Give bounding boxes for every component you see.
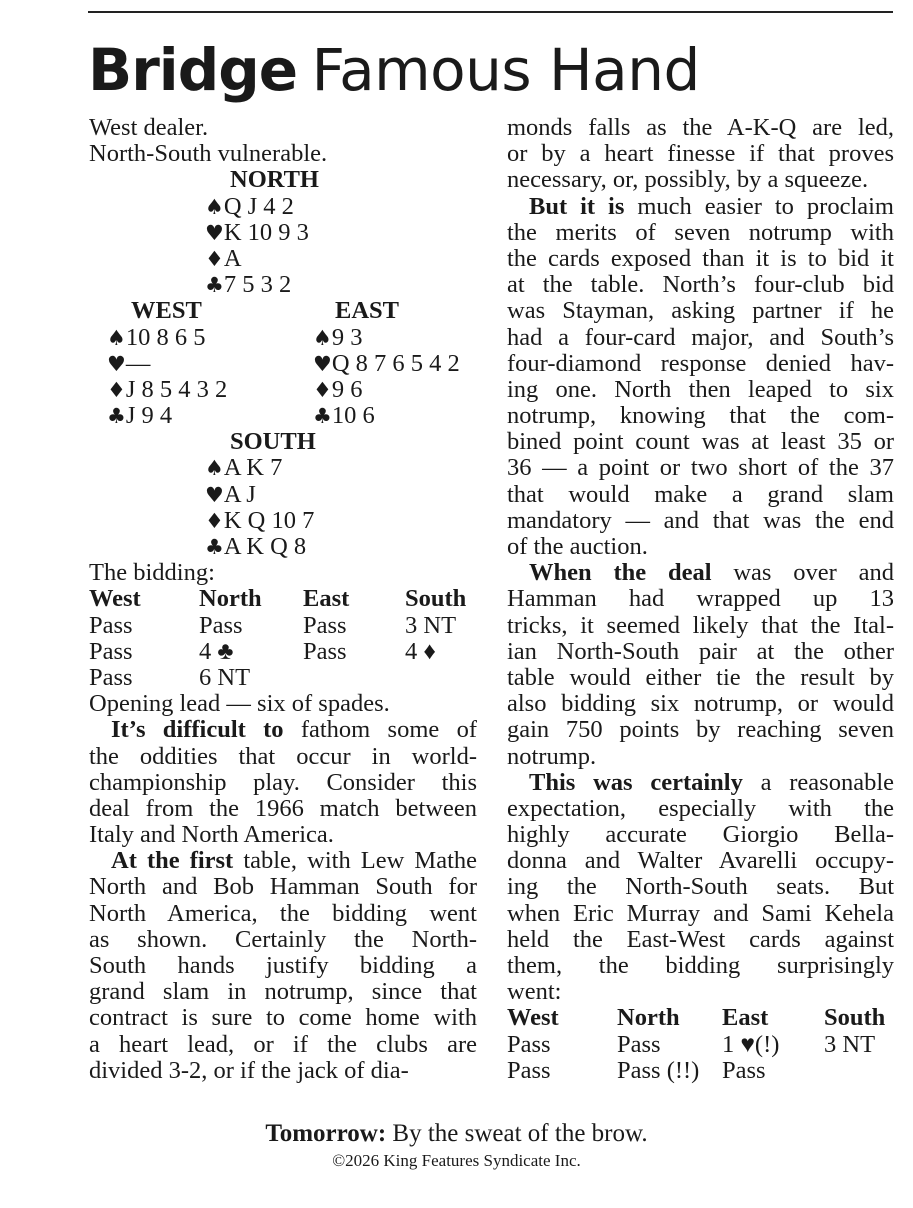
paragraph-line: notrump, knowing that the com- [507,403,894,430]
paragraph-line: was Stayman, asking partner if he [507,298,894,325]
spade-icon: ♠ [205,456,224,481]
paragraph-line: gain 750 points by reaching seven [507,717,894,744]
bidding-header-row [507,1005,894,1031]
bid-cell: 4 ♣ [199,637,234,665]
diagram-row [89,272,477,298]
paragraph-line: grand slam in notrump, since that [89,979,477,1006]
paragraph-line [507,560,894,586]
club-icon: ♣ [205,273,224,298]
paragraph-line: the cards exposed than it is to bid it [507,245,894,272]
diagram-row [89,194,477,220]
south-clubs: A K Q 8 [223,533,307,560]
paragraph-line: notrump. [507,743,597,770]
bidding-header: East [722,1004,769,1032]
paragraph-line: contract is sure to come home with [89,1005,477,1032]
bidding-header: North [617,1004,680,1032]
line-text: a reasonable [742,769,894,796]
paragraph-line: South hands justify bidding a [89,953,477,979]
vulnerability-line: North-South vulnerable. [89,140,328,168]
bid-cell: Pass (!!) [617,1056,700,1084]
tomorrow-line [0,1120,913,1148]
diagram-row [89,508,477,534]
heart-icon: ♥ [205,220,224,245]
west-diamonds: J 8 5 4 3 2 [125,375,228,403]
bid-cell: Pass [89,611,133,639]
lead-in: At the first [111,848,234,875]
east-hearts: Q 8 7 6 5 4 2 [331,349,460,377]
bidding-row [507,1058,894,1084]
paragraph-line: donna and Walter Avarelli occupy- [507,848,894,875]
paragraph-line: championship play. Consider this [89,769,477,796]
paragraph-line: ing the North-South seats. But [507,874,894,901]
bidding-row [507,1032,894,1058]
east-label: EAST [335,297,400,325]
top-rule [88,11,893,13]
paragraph-line: divided 3-2, or if the jack of dia- [89,1057,409,1084]
paragraph-line [89,717,477,743]
bidding-header: West [89,585,141,613]
west-clubs: J 9 4 [125,402,173,430]
bid-cell: Pass [303,637,347,665]
diagram-row [89,455,477,481]
bid-cell: Pass [303,611,347,639]
bidding-header: West [507,1004,559,1032]
dealer-line: West dealer. [89,114,209,141]
north-hearts: K 10 9 3 [223,218,309,246]
paragraph-line: had a four-card major, and South’s [507,324,894,351]
line-text: much easier to proclaim [624,193,894,220]
bid-cell: Pass [89,663,133,691]
east-diamonds: 9 6 [331,375,363,403]
paragraph-line: Italy and North America. [89,822,334,849]
line-text: fathom some of [283,717,477,744]
paragraph-line: ing one. North then leaped to six [507,376,894,403]
paragraph-line: of the auction. [507,534,648,560]
bidding-header: East [303,585,350,613]
opening-lead: Opening lead — six of spades. [89,690,390,718]
diagram-row [89,403,477,429]
bid-cell: Pass [89,637,133,665]
tomorrow-label: Tomorrow: [265,1120,387,1147]
paragraph-line [507,194,894,220]
paragraph-line: table would either tie the result by [507,664,894,691]
heart-icon: ♥ [205,482,224,507]
diamond-icon: ♦ [205,246,224,271]
bid-cell: 4 ♦ [405,637,436,665]
bid-cell: Pass [507,1030,551,1058]
column-left [89,115,477,1084]
bidding-row [89,665,477,691]
diamond-icon: ♦ [107,377,126,402]
copyright: ©2026 King Features Syndicate Inc. [332,1151,581,1170]
bidding-label: The bidding: [89,559,215,587]
column-left-body [89,717,477,1084]
spade-icon: ♠ [205,194,224,219]
south-hearts: A J [223,480,256,508]
spade-icon: ♠ [107,325,126,350]
page-title: Bridge Famous Hand [88,36,700,104]
east-clubs: 10 6 [331,402,375,430]
lead-in: It’s difficult to [111,717,284,744]
paragraph-line: Hamman had wrapped up 13 [507,586,894,613]
south-label: SOUTH [230,428,316,456]
paragraph-line: that would make a grand slam [507,481,894,508]
paragraph-line: North America, the bidding went [89,900,477,927]
bidding-header-row [89,586,477,612]
lead-in: When the deal [529,560,712,587]
north-diamonds: A [223,244,242,272]
diagram-row [89,351,477,377]
paragraph-line: expectation, especially with the [507,795,894,822]
diagram-row [89,246,477,272]
diamond-icon: ♦ [313,377,332,402]
bid-cell: Pass [617,1030,661,1058]
paragraph-line: the merits of seven notrump with [507,219,894,246]
club-icon: ♣ [313,404,332,429]
paragraph-line: them, the bidding surprisingly [507,953,894,979]
north-clubs: 7 5 3 2 [223,271,292,299]
bid-cell: 3 NT [824,1030,876,1058]
bid-cell: 1 ♥(!) [722,1030,780,1058]
club-icon: ♣ [107,404,126,429]
south-diamonds: K Q 10 7 [223,506,315,534]
bidding-header: South [405,585,467,613]
paragraph-line: the oddities that occur in world- [89,743,477,770]
column-right [507,115,894,1084]
paragraph-line [89,848,477,874]
diagram-row [89,220,477,246]
paragraph-line: went: [507,979,562,1006]
paragraph-line: North and Bob Hamman South for [89,874,477,901]
lead-in: This was certainly [529,769,743,796]
paragraph-line: tricks, it seemed likely that the Ital- [507,612,894,639]
paragraph-line: necessary, or, possibly, by a squeeze. [507,167,869,194]
diagram-row [89,167,477,193]
spade-icon: ♠ [313,325,332,350]
paragraph-line: mandatory — and that was the end [507,507,894,534]
bid-cell: Pass [722,1056,766,1084]
bidding-header: North [199,585,262,613]
north-spades: Q J 4 2 [223,192,294,220]
diagram-row [89,429,477,455]
bid-cell: Pass [199,611,243,639]
paragraph-line [507,770,894,796]
paragraph-line: also bidding six notrump, or would [507,691,894,718]
paragraph-line: highly accurate Giorgio Bella- [507,822,894,849]
paragraph-line: or by a heart finesse if that proves [507,141,894,168]
club-icon: ♣ [205,535,224,559]
bid-cell: Pass [507,1056,551,1084]
diamond-icon: ♦ [205,508,224,533]
line-text: table, with Lew Mathe [233,848,477,875]
paragraph-line: deal from the 1966 match between [89,795,477,822]
west-hearts: — [125,349,151,377]
tomorrow-text: By the sweat of the brow. [386,1120,648,1147]
bid-cell: 6 NT [199,663,251,691]
east-spades: 9 3 [331,323,363,351]
diagram-row [89,298,477,324]
heart-icon: ♥ [107,351,126,376]
paragraph-line: when Eric Murray and Sami Kehela [507,900,894,927]
diagram-row [89,482,477,508]
bid-cell: 3 NT [405,611,457,639]
bidding-header: South [824,1004,886,1032]
north-label: NORTH [230,166,319,194]
paragraph-line: held the East-West cards against [507,926,894,953]
line-text: was over and [711,560,894,587]
west-label: WEST [131,297,202,325]
west-spades: 10 8 6 5 [125,323,206,351]
diagram-row [89,377,477,403]
paragraph-line: at the table. North’s four-club bid [507,272,894,299]
bidding-row [89,613,477,639]
paragraph-line: a heart lead, or if the clubs are [89,1031,477,1058]
bidding-row [89,639,477,665]
paragraph-line: bined point count was at least 35 or [507,429,894,456]
diagram-row [89,534,477,560]
column-right-body [507,115,894,1005]
paragraph-line: monds falls as the A-K-Q are led, [507,115,894,141]
diagram-row [89,325,477,351]
paragraph-line: four-diamond response denied hav- [507,350,894,377]
paragraph-line: 36 — a point or two short of the 37 [507,455,894,482]
lead-in: But it is [529,193,625,220]
paragraph-line: as shown. Certainly the North- [89,926,477,953]
heart-icon: ♥ [313,351,332,376]
south-spades: A K 7 [223,454,283,482]
paragraph-line: ian North-South pair at the other [507,638,894,665]
